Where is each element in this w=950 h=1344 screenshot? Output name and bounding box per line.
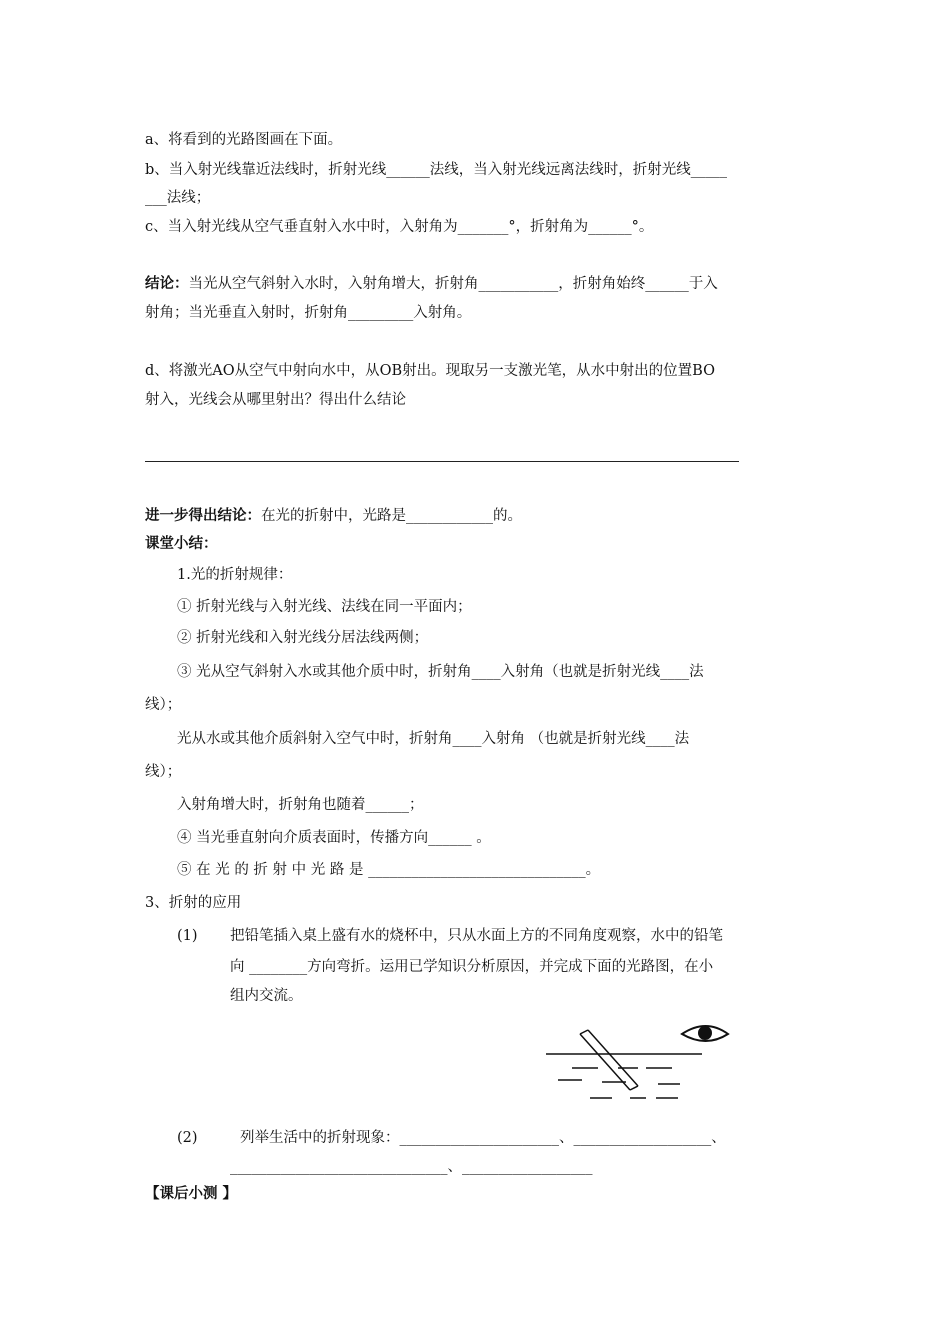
- item-b-line1: b、当入射光线靠近法线时，折射光线______法线，当入射光线远离法线时，折射光线_____: [145, 162, 728, 178]
- summary-1: 1.光的折射规律：: [177, 567, 293, 583]
- application-2-number: (2): [177, 1130, 198, 1146]
- after-class-quiz-heading: 【课后小测 】: [145, 1185, 238, 1202]
- further-text: 在光的折射中，光路是____________的。: [261, 508, 522, 524]
- application-2-line1: 列举生活中的折射现象：______________________、___________________、: [240, 1130, 726, 1146]
- summary-4-line1: ③ 光从空气斜射入水或其他介质中时，折射角____入射角（也就是折射光线____法: [177, 664, 704, 680]
- summary-5-line1: 光从水或其他介质斜射入空气中时，折射角____入射角 （也就是折射光线____法: [177, 731, 690, 747]
- summary-8: ⑤ 在 光 的 折 射 中 光 路 是 ______________________________。: [177, 862, 601, 878]
- answer-line: [145, 461, 739, 462]
- application-1-line3: 组内交流。: [230, 988, 303, 1004]
- summary-title: 课堂小结：: [145, 535, 218, 552]
- summary-7: ④ 当光垂直射向介质表面时，传播方向______ 。: [177, 830, 491, 846]
- pencil-refraction-diagram: [538, 1018, 778, 1110]
- conclusion-line1: [145, 274, 718, 294]
- conclusion-text-1: 当光从空气斜射入水时，入射角增大，折射角___________，折射角始终______于入: [188, 276, 718, 292]
- summary-3: ② 折射光线和入射光线分居法线两侧；: [177, 630, 429, 646]
- item-a: a、将看到的光路图画在下面。: [145, 132, 343, 148]
- application-1-line1: 把铅笔插入桌上盛有水的烧杯中，只从水面上方的不同角度观察，水中的铅笔: [230, 928, 723, 944]
- item-d-line1: d、将激光AO从空气中射向水中，从OB射出。现取另一支激光笔，从水中射出的位置BO: [145, 363, 715, 379]
- item-c: c、当入射光线从空气垂直射入水中时，入射角为_______°，折射角为______°。: [145, 219, 654, 235]
- application-title: 3、折射的应用: [145, 895, 242, 911]
- pencil-in-water: [580, 1030, 638, 1090]
- item-b-line2: ___法线；: [145, 190, 211, 206]
- further-conclusion: [145, 506, 522, 526]
- conclusion-label: 结论：: [145, 275, 189, 292]
- item-d-line2: 射入，光线会从哪里射出？得出什么结论: [145, 392, 406, 408]
- summary-6: 入射角增大时，折射角也随着______；: [177, 797, 424, 813]
- summary-2: ① 折射光线与入射光线、法线在同一平面内；: [177, 599, 472, 615]
- water-wave-marks: [558, 1068, 680, 1098]
- application-1-number: (1): [177, 928, 198, 944]
- further-label: 进一步得出结论：: [145, 507, 261, 524]
- summary-5-line2: 线）；: [145, 764, 182, 780]
- application-1-line2: 向 ________方向弯折。运用已学知识分析原因，并完成下面的光路图，在小: [230, 959, 714, 975]
- summary-4-line2: 线）；: [145, 697, 182, 713]
- application-2-line2: ______________________________、__________________: [230, 1159, 593, 1175]
- conclusion-line2: 射角；当光垂直入射时，折射角_________入射角。: [145, 305, 472, 321]
- eye-icon: [682, 1026, 728, 1041]
